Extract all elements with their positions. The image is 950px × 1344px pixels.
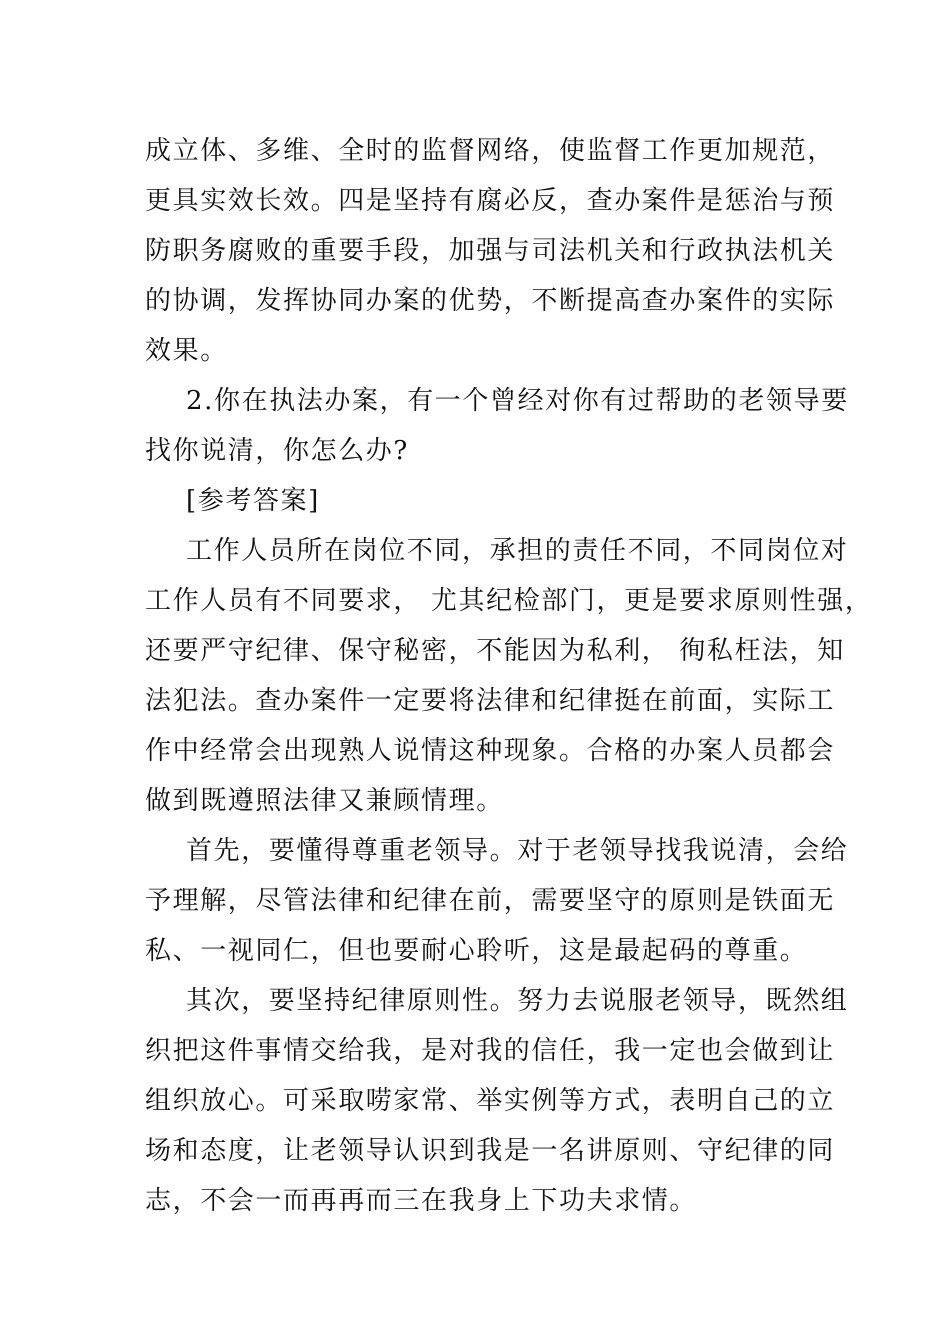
text-line: 法犯法。查办案件一定要将法律和纪律挺在前面，实际工 <box>145 686 836 716</box>
text-line: 予理解，尽管法律和纪律在前，需要坚守的原则是铁面无 <box>145 886 836 916</box>
text-line: 组织放心。可采取唠家常、举实例等方式，表明自己的立 <box>145 1086 836 1116</box>
text-line: 私、一视同仁，但也要耐心聆听，这是最起码的尊重。 <box>145 936 808 966</box>
text-line: 其次，要坚持纪律原则性。努力去说服老领导，既然组 <box>186 986 849 1016</box>
text-line: 场和态度，让老领导认识到我是一名讲原则、守纪律的同 <box>145 1136 836 1166</box>
text-line: 更具实效长效。四是坚持有腐必反，查办案件是惩治与预 <box>145 186 836 216</box>
reference-answer-label: [参考答案] <box>186 486 320 516</box>
text-line: 志，不会一而再再而三在我身上下功夫求情。 <box>145 1186 698 1216</box>
text-line: 效果。 <box>145 336 228 366</box>
question-heading-continuation: 找你说清，你怎么办? <box>145 436 409 466</box>
text-line: 工作人员有不同要求， 尤其纪检部门，更是要求原则性强， <box>145 586 873 616</box>
text-line: 成立体、多维、全时的监督网络，使监督工作更加规范， <box>145 136 836 166</box>
text-line: 防职务腐败的重要手段，加强与司法机关和行政执法机关 <box>145 236 836 266</box>
question-heading: 2.你在执法办案，有一个曾经对你有过帮助的老领导要 <box>186 386 849 416</box>
text-line: 的协调，发挥协同办案的优势，不断提高查办案件的实际 <box>145 286 836 316</box>
text-line: 工作人员所在岗位不同，承担的责任不同，不同岗位对 <box>186 536 849 566</box>
text-line: 首先，要懂得尊重老领导。对于老领导找我说清，会给 <box>186 836 849 866</box>
text-line: 做到既遵照法律又兼顾情理。 <box>145 786 504 816</box>
text-line: 作中经常会出现熟人说情这种现象。合格的办案人员都会 <box>145 736 836 766</box>
text-line: 还要严守纪律、保守秘密，不能因为私利， 徇私枉法，知 <box>145 636 845 666</box>
text-line: 织把这件事情交给我，是对我的信任，我一定也会做到让 <box>145 1036 836 1066</box>
